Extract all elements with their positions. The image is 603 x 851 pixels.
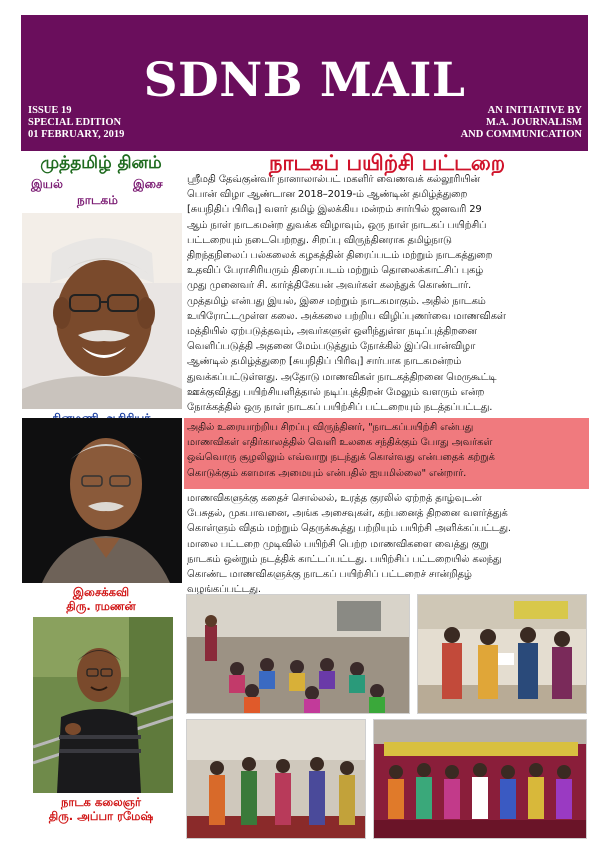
photo-certificate-image (418, 595, 587, 714)
portrait-ramanan-image (22, 418, 182, 583)
quote-line: அதில் உரையாற்றிய சிறப்பு விருந்தினர், "நாடகப்பயிற்சி என்பது (187, 422, 474, 433)
article-body (187, 172, 587, 415)
photo-stage-event (186, 719, 366, 839)
issue-info (28, 105, 124, 141)
photo-certificate-presentation (417, 594, 587, 714)
body-line: திறந்தநிலைப் பல்கலைக் கழகத்தின் திரைப்படம் மற்றும் நாடகத்துறை (187, 250, 493, 262)
body-line: ஊக்குவித்து பயிற்சியளித்தால் நடிப்புத்திறன் மேலும் வளரும் என்ற (187, 386, 485, 398)
portrait-vaithiyanathan-image (22, 213, 182, 409)
initiative-line-2: M.A. JOURNALISM (486, 117, 582, 128)
closing-line: நாடகம் ஒன்றும் நடத்திக் காட்டப்பட்டது. பயிற்சிப் பட்டறையில் கலந்து (187, 553, 502, 565)
masthead-banner (21, 15, 588, 151)
closing-line: கொள்ளும் விதம் மற்றும் தெருக்கூத்து பற்றியும் பயிற்சி அளிக்கப்பட்டது. (187, 523, 511, 535)
closing-line: மாணவிகளுக்கு கதைச் சொல்லல், உரத்த குரலில் ஏற்றத் தாழ்வுடன் (187, 493, 482, 504)
body-line: நோக்கத்தில் ஒரு நாள் நாடகப் பயிற்சிப் பட்டறையும் நடத்தப்பட்டது. (187, 402, 493, 414)
initiative-line-1: AN INITIATIVE BY (487, 105, 582, 116)
caption-ramanan (21, 585, 181, 613)
body-line: [சுயநிதிப் பிரிவு] வளர் தமிழ் இலக்கிய மன்றம் சார்பில் ஜனவரி 29 (187, 204, 482, 216)
closing-line: வழங்கப்பட்டது. (187, 584, 261, 596)
caption-ramanan-name: திரு. ரமணன் (66, 599, 136, 613)
genre-iyal: இயல் (31, 177, 63, 191)
photo-workshop-session-image (187, 595, 410, 714)
quote-line: மாணவிகள் எதிர்காலத்தில் வெளி உலகை சந்திக்கும் போது அவர்கள் (187, 437, 493, 449)
article-quote (187, 420, 587, 481)
sidebar-title: முத்தமிழ் தினம் (40, 153, 162, 173)
caption-appa-ramesh-name: திரு. அப்பா ரமேஷ் (48, 809, 154, 823)
article-closing (187, 491, 587, 597)
portrait-ramanan (22, 418, 182, 583)
portrait-appa-ramesh-image (33, 617, 173, 793)
closing-line: மாலை பட்டறை முடிவில் பயிற்சி பெற்ற மாணவிகளை வைத்து குறு (187, 538, 489, 550)
portrait-appa-ramesh (33, 617, 173, 793)
body-line: உதவிப் பேராசிரியரும் திரைப்படம் மற்றும் தொலைக்காட்சிப் புகழ் (187, 265, 484, 277)
caption-ramanan-role: இசைக்கவி (72, 585, 130, 599)
caption-appa-ramesh (21, 795, 181, 823)
article-title: நாடகப் பயிற்சி பட்டறை (269, 151, 505, 175)
newsletter-title: SDNB MAIL (143, 53, 466, 108)
initiative-line-3: AND COMMUNICATION (460, 129, 582, 140)
body-line: முத்தமிழ் என்பது இயல், இசை மற்றும் நாடகமாகும். அதில் நாடகம் (187, 295, 486, 307)
photo-group (373, 719, 587, 839)
body-line: ஆம் நாள் நாடகமன்ற துவக்க விழாவும், ஒரு நாள் நாடகப் பயிற்சிப் (187, 219, 487, 231)
closing-line: கொண்ட மாணவிகளுக்கு நாடகப் பயிற்சிப் பட்டறைச் சான்றிதழ் (187, 569, 472, 581)
genre-nadagam: நாடகம் (77, 193, 118, 207)
body-line: பொன் விழா ஆண்டான 2018–2019-ம் ஆண்டின் தமிழ்த்துறை (187, 189, 468, 201)
body-line: துவக்கப்பட்டுள்ளது. அதோடு மாணவிகள் நாடகத்திறனை மெருகூட்டி (187, 371, 497, 383)
photo-stage-event-image (187, 720, 366, 839)
issue-number: ISSUE 19 (28, 105, 72, 116)
body-line: ஆண்டில் தமிழ்த்துறை [சுயநிதிப் பிரிவு] சார்பாக நாடகமன்றம் (187, 356, 462, 368)
edition-label: SPECIAL EDITION (28, 117, 122, 128)
issue-date: 01 FEBRUARY, 2019 (28, 129, 125, 140)
caption-appa-ramesh-role: நாடக கலைஞர் (60, 795, 142, 809)
quote-line: ஒவ்வொரு சூழலிலும் எவ்வாறு நடந்துக் கொள்வது என்பதைக் கற்றுக் (187, 452, 495, 464)
body-line: முது முனைவர் சி. கார்த்திகேயன் அவர்கள் கலந்துக் கொண்டார். (187, 280, 472, 292)
body-line: வெளிப்படுத்தி அதனை மேம்படுத்தும் நோக்கில் இப்பொன்விழா (187, 341, 476, 353)
body-line: மத்தியில் ஏற்படுத்தவும், அவர்களுள் ஒளிந்துள்ள நடிப்புத்திறனை (187, 326, 477, 338)
photo-workshop-session (186, 594, 410, 714)
closing-line: பேசுதல், முகபாவனை, அங்க அசைவுகள், கற்பனைத் திறனை வளர்த்துக் (187, 508, 508, 520)
initiative-info (461, 105, 582, 141)
body-line: ஸ்ரீமதி தேவ்குன்வர் நானாலால்பட் மகளிர் வைணவக் கல்லூரியின் (187, 174, 480, 185)
genre-isai: இசை (133, 177, 163, 191)
body-line: உயிரோட்டமுள்ள கலை. அக்கலை பற்றிய விழிப்புணர்வை மாணவிகள் (187, 310, 506, 322)
body-line: பட்டறையும் நடைபெற்றது. சிறப்பு விருந்தினராக தமிழ்நாடு (187, 234, 452, 246)
quote-line: கொடுக்கும் களமாக அமையும் என்பதில் ஐயமில்லை" என்றார். (187, 467, 467, 479)
photo-group-image (374, 720, 587, 839)
portrait-vaithiyanathan (22, 213, 182, 409)
